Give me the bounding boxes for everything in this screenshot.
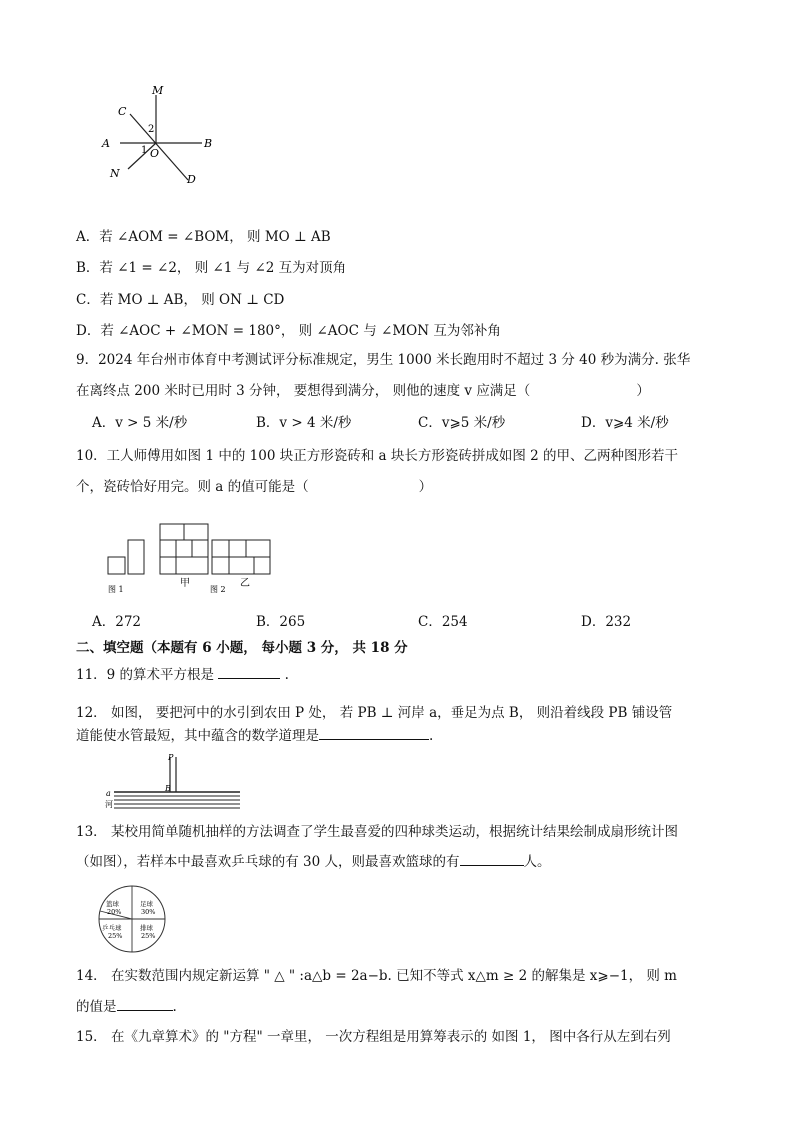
q14-end: .	[172, 999, 177, 1015]
q10-option-b: B．265	[256, 614, 306, 630]
q8-option-d: D．若 ∠AOC + ∠MON = 180°， 则 ∠AOC 与 ∠MON 互为邻补角	[76, 323, 501, 339]
q9-paren-close: ）	[636, 383, 650, 399]
label-angle-2: 2	[148, 124, 155, 135]
q13-end: 人。	[523, 854, 551, 870]
q12-line1: 12． 如图， 要把河中的水引到农田 P 处， 若 PB ⊥ 河岸 a，垂足为点 B， 则沿着线段 PB 铺设管	[76, 705, 673, 721]
q9-line2-text: 在离终点 200 米时已用时 3 分钟， 要想得到满分， 则他的速度 v 应满足（	[76, 383, 531, 399]
q13-line1: 13． 某校用简单随机抽样的方法调查了学生最喜爱的四种球类运动，根据统计结果绘制成扇形统计图	[76, 824, 678, 840]
fig2-label: 图 2	[210, 585, 226, 594]
pie-pct-volleyball: 25%	[141, 932, 156, 940]
q10-line1: 10．工人师傅用如图 1 中的 100 块正方形瓷砖和 a 块长方形瓷砖拼成如图 2 的甲、乙两种图形若干	[76, 448, 679, 464]
pie-label-basketball: 篮球	[106, 900, 119, 908]
fig1-label: 图 1	[108, 585, 124, 594]
pie-label-football: 足球	[140, 900, 153, 908]
q13-line2	[76, 851, 551, 872]
label-N: N	[110, 167, 120, 180]
pie-figure	[94, 883, 170, 955]
q8-option-a: A．若 ∠AOM = ∠BOM， 则 MO ⊥ AB	[76, 229, 331, 245]
q12-end: .	[429, 728, 434, 744]
q13-line2-text: （如图），若样本中最喜欢乒乓球的有 30 人，则最喜欢篮球的有	[76, 854, 460, 870]
river-label-B: B	[165, 784, 171, 793]
q11-blank[interactable]	[218, 664, 280, 679]
q8-option-c: C．若 MO ⊥ AB， 则 ON ⊥ CD	[76, 292, 285, 308]
q12-line2-text: 道能使水管最短，其中蕴含的数学道理是	[76, 728, 319, 744]
q15-line1: 15． 在《九章算术》的 "方程" 一章里， 一次方程组是用算筹表示的 如图 1， 图中各行从左到右列	[76, 1029, 671, 1045]
q13-blank[interactable]	[460, 851, 524, 866]
pie-label-pingpong: 乒乓球	[102, 924, 122, 932]
river-label-he: 河	[105, 800, 113, 809]
q14-line1: 14． 在实数范围内规定新运算 " △ " :a△b = 2a−b. 已知不等式 x△m ≥ 2 的解集是 x⩾−1， 则 m	[76, 968, 677, 984]
pie-pct-pingpong: 25%	[108, 932, 123, 940]
q9-option-a: A．v > 5 米/秒	[92, 415, 188, 431]
q9-line1: 9．2024 年台州市体育中考测试评分标准规定，男生 1000 米长跑用时不超过 3 分 40 秒为满分. 张华	[76, 352, 691, 368]
q14-line2-text: 的值是	[76, 999, 117, 1015]
q11-end: .	[284, 667, 289, 683]
label-M: M	[152, 84, 164, 97]
section2-heading: 二、填空题（本题有 6 小题， 每小题 3 分， 共 18 分	[76, 640, 408, 656]
q12-line2	[76, 725, 433, 746]
q8-option-b: B．若 ∠1 = ∠2， 则 ∠1 与 ∠2 互为对顶角	[76, 260, 347, 276]
label-B: B	[204, 137, 213, 150]
river-figure	[104, 752, 244, 812]
q9-line2	[76, 381, 650, 401]
q14-blank[interactable]	[117, 996, 173, 1011]
q10-line2	[76, 477, 432, 497]
pie-label-volleyball: 排球	[140, 924, 153, 932]
label-angle-1: 1	[141, 145, 148, 156]
q9-option-b: B．v > 4 米/秒	[256, 415, 352, 431]
q10-option-a: A．272	[92, 614, 142, 630]
q10-option-d: D．232	[581, 614, 632, 630]
yi-label: 乙	[240, 578, 250, 589]
pie-pct-football: 30%	[141, 908, 156, 916]
label-C: C	[118, 105, 127, 118]
tile-figure	[104, 520, 274, 600]
label-D: D	[187, 173, 196, 186]
angle-figure	[100, 80, 220, 190]
q9-option-c: C．v⩾5 米/秒	[418, 415, 506, 431]
river-label-P: P	[168, 753, 174, 762]
label-O: O	[150, 147, 160, 160]
q10-paren-close: ）	[418, 479, 433, 495]
q11	[76, 664, 289, 685]
q10-option-c: C．254	[418, 614, 468, 630]
label-A: A	[102, 137, 110, 150]
q9-option-d: D．v⩾4 米/秒	[581, 415, 669, 431]
q10-line2-text: 个，瓷砖恰好用完。则 a 的值可能是（	[76, 479, 309, 495]
q11-text: 11．9 的算术平方根是	[76, 667, 215, 683]
q14-line2	[76, 996, 177, 1017]
river-label-a: a	[106, 789, 111, 798]
q12-blank[interactable]	[319, 725, 429, 740]
pie-pct-basketball: 20%	[107, 908, 122, 916]
jia-label: 甲	[180, 578, 190, 589]
